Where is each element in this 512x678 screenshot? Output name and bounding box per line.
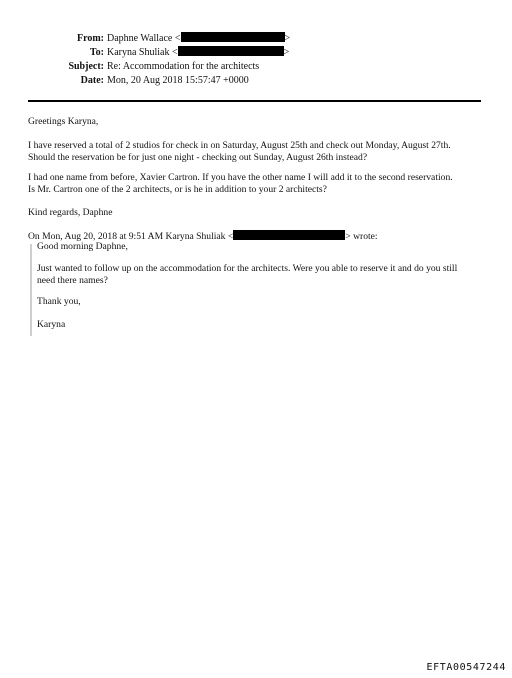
- body-paragraph-1: [28, 140, 488, 164]
- header-date-row: [30, 74, 249, 88]
- quote-paragraph-line-2: need there names?: [37, 275, 108, 286]
- subject-label: Subject:: [68, 61, 104, 72]
- body-greeting: Greetings Karyna,: [28, 116, 99, 127]
- body-paragraph-1-line-1: I have reserved a total of 2 studios for check in on Saturday, August 25th and check out Monday, August 27th.: [28, 140, 451, 151]
- quote-name: Karyna: [37, 319, 66, 330]
- redaction-bar: [178, 46, 284, 56]
- date-label: Date:: [80, 75, 104, 86]
- body-paragraph-2-line-1: I had one name from before, Xavier Cartron. If you have the other name I will add it to the second reservation.: [28, 172, 453, 183]
- header-subject-row: [30, 60, 259, 74]
- quote-paragraph-line-1: Just wanted to follow up on the accommodation for the architects. Were you able to reserve it and do you still: [37, 263, 458, 274]
- body-signoff: Kind regards, Daphne: [28, 207, 113, 218]
- quote-attribution-start: On Mon, Aug 20, 2018 at 9:51 AM Karyna Shuliak <: [28, 231, 234, 242]
- to-end: >: [283, 47, 290, 58]
- header-divider: [28, 100, 481, 102]
- redaction-bar: [181, 32, 285, 42]
- to-name: Karyna Shuliak <: [107, 47, 178, 58]
- date-value: Mon, 20 Aug 2018 15:57:47 +0000: [107, 75, 249, 86]
- body-paragraph-2: [28, 172, 488, 196]
- from-label: From:: [76, 33, 104, 44]
- quote-bar: [30, 244, 32, 336]
- quote-greeting: Good morning Daphne,: [37, 241, 128, 252]
- from-name: Daphne Wallace <: [107, 33, 181, 44]
- header-from-row: [30, 32, 290, 46]
- from-end: >: [284, 33, 291, 44]
- quote-paragraph: [37, 263, 487, 287]
- to-label: To:: [89, 47, 104, 58]
- subject-value: Re: Accommodation for the architects: [107, 61, 260, 72]
- bates-number: EFTA00547244: [426, 662, 506, 673]
- body-paragraph-1-line-2: Should the reservation be for just one night - checking out Sunday, August 26th instead?: [28, 152, 368, 163]
- header-to-row: [30, 46, 289, 60]
- redaction-bar: [233, 230, 345, 240]
- body-paragraph-2-line-2: Is Mr. Cartron one of the 2 architects, or is he in addition to your 2 architects?: [28, 184, 327, 195]
- quote-attribution-end: > wrote:: [345, 231, 378, 242]
- quote-thanks: Thank you,: [37, 296, 81, 307]
